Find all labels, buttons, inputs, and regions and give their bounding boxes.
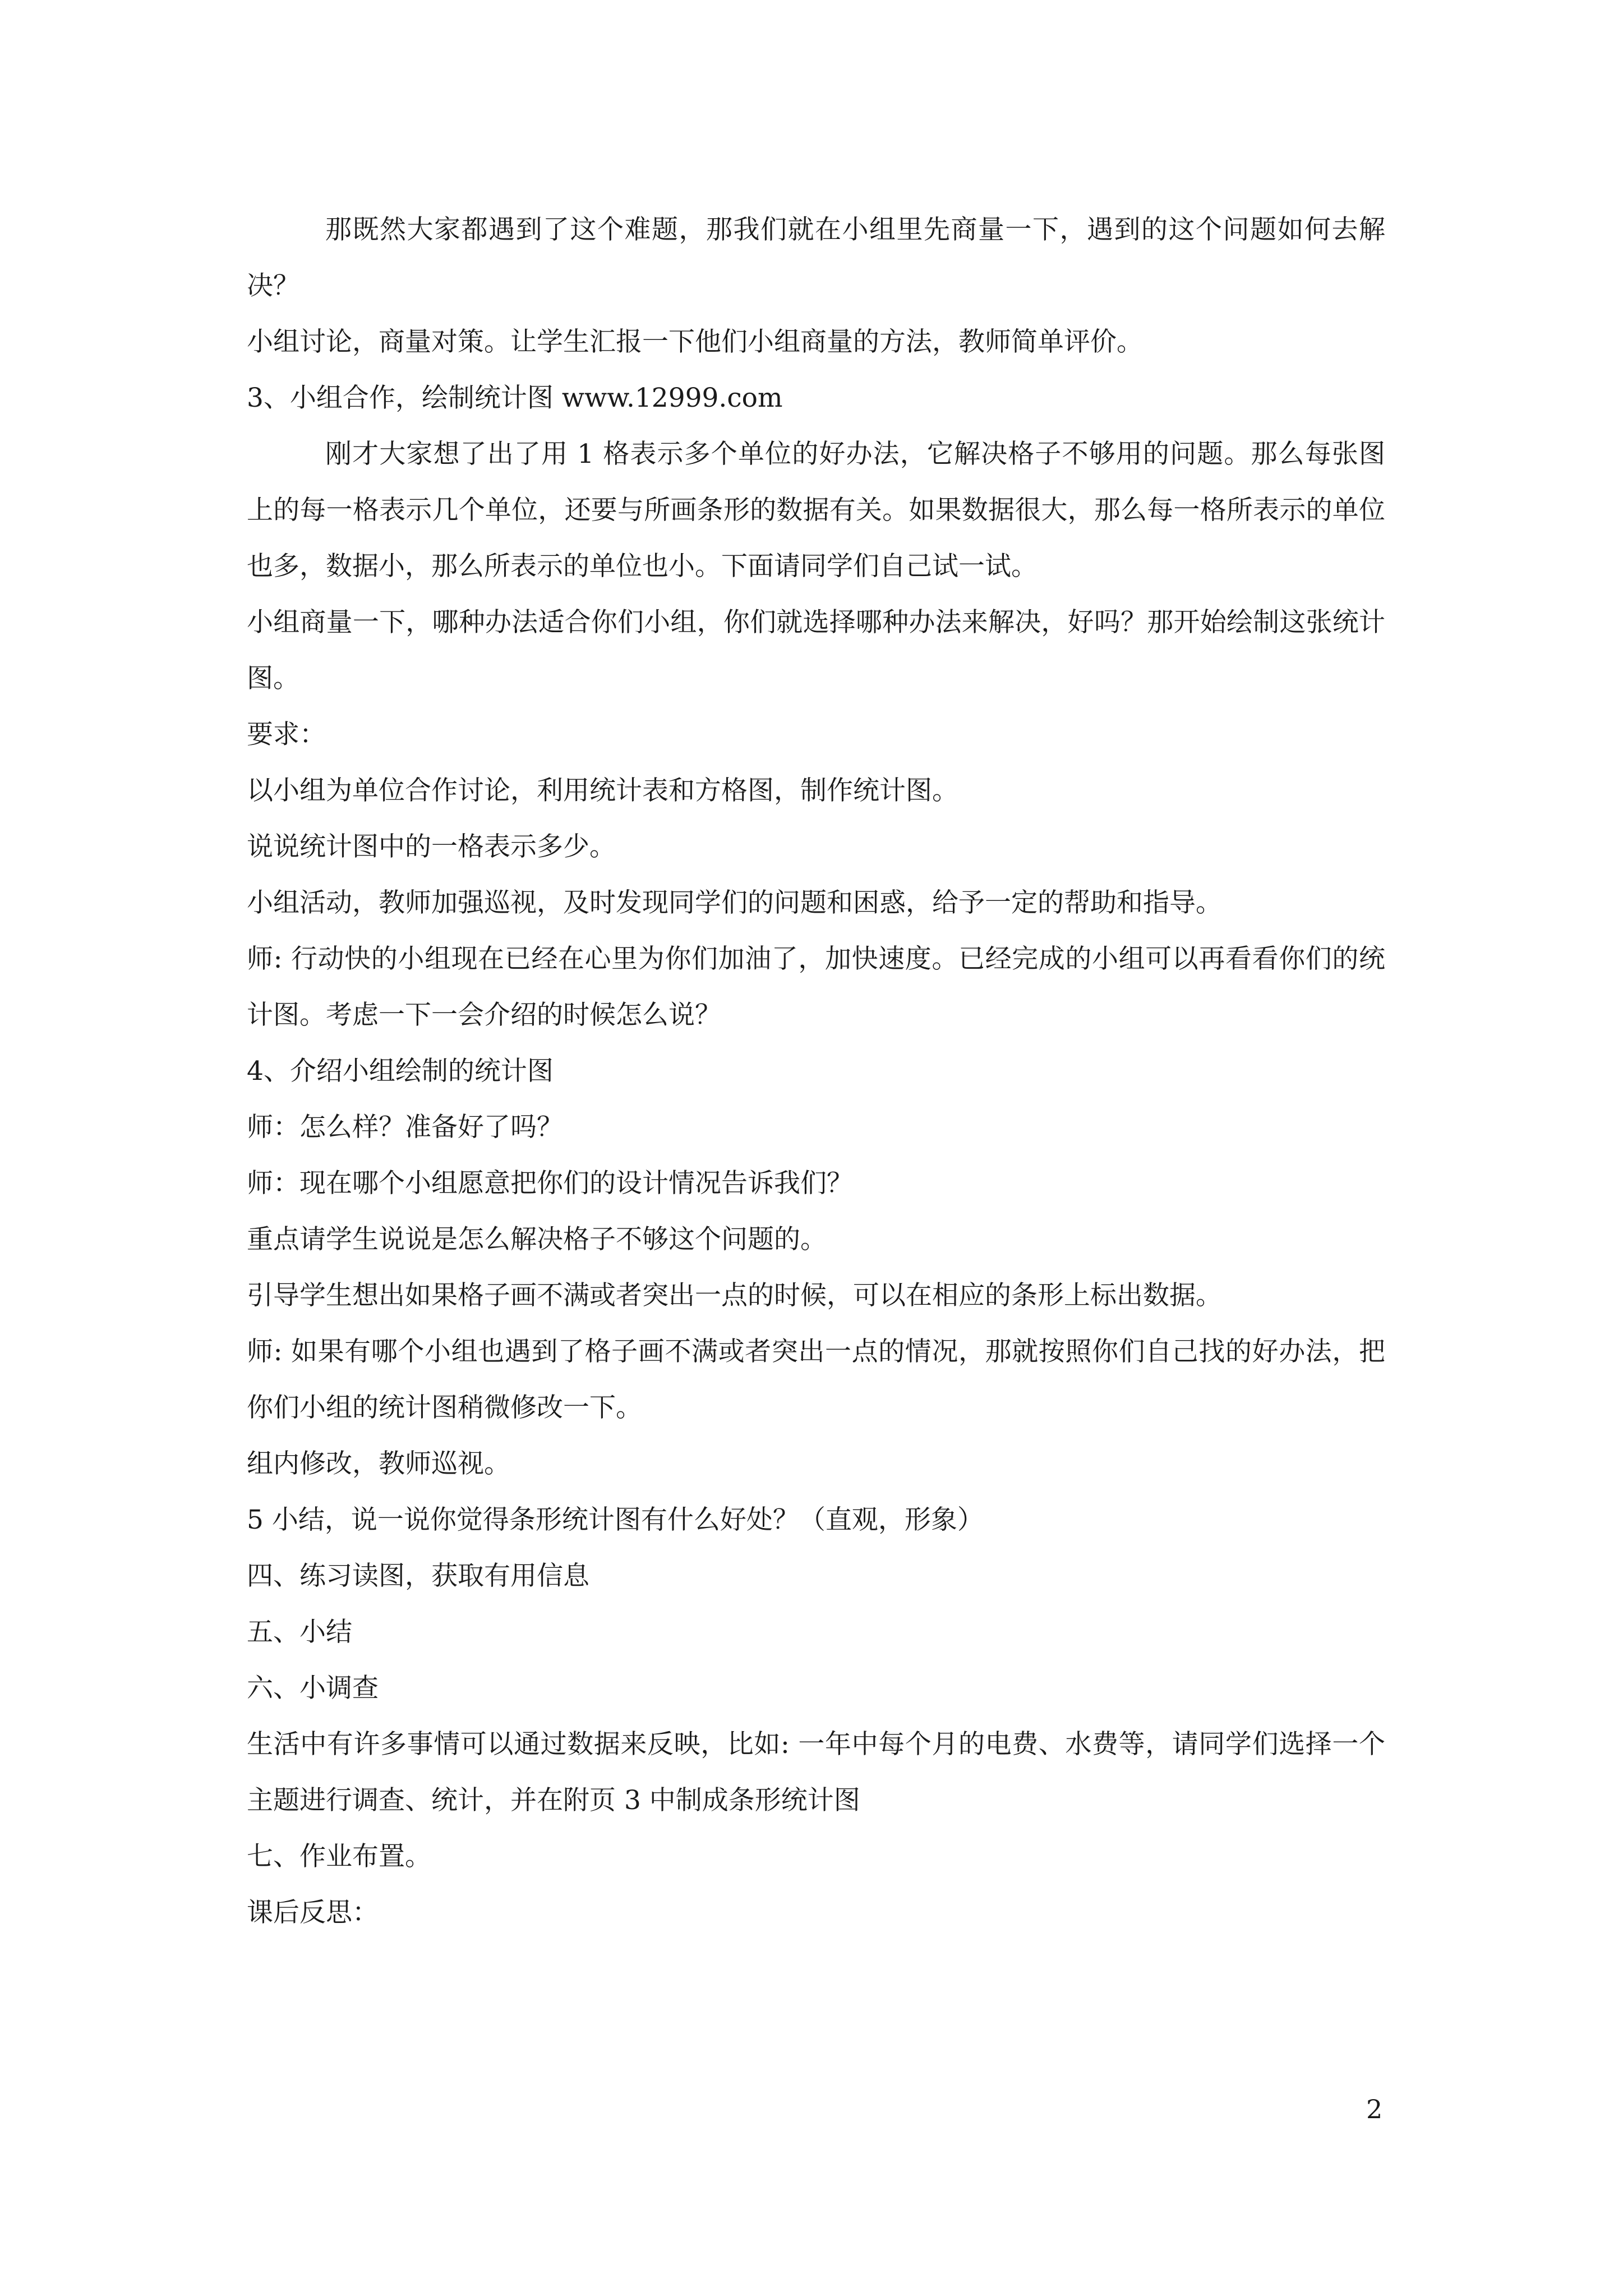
paragraph: 引导学生想出如果格子画不满或者突出一点的时候，可以在相应的条形上标出数据。 bbox=[247, 1280, 1222, 1311]
paragraph: 5 小结，说一说你觉得条形统计图有什么好处？（直观，形象） bbox=[247, 1504, 984, 1535]
paragraph: 小组活动，教师加强巡视，及时发现同学们的问题和困惑，给予一定的帮助和指导。 bbox=[247, 887, 1222, 918]
page-number: 2 bbox=[1366, 2094, 1383, 2124]
paragraph: 师：现在哪个小组愿意把你们的设计情况告诉我们？ bbox=[247, 1168, 853, 1199]
paragraph: 师：怎么样？准备好了吗？ bbox=[247, 1112, 563, 1143]
paragraph: 说说统计图中的一格表示多少。 bbox=[247, 831, 616, 862]
paragraph: 以小组为单位合作讨论，利用统计表和方格图，制作统计图。 bbox=[247, 775, 958, 806]
paragraph: 师: 行动快的小组现在已经在心里为你们加油了，加快速度。已经完成的小组可以再看看你们的统计图。考虑一下一会介绍的时候怎么说？ bbox=[247, 944, 1385, 1030]
paragraph: 课后反思： bbox=[247, 1897, 379, 1928]
paragraph: 师: 如果有哪个小组也遇到了格子画不满或者突出一点的情况，那就按照你们自己找的好办法，把你们小组的统计图稍微修改一下。 bbox=[247, 1336, 1385, 1423]
paragraph: 小组讨论，商量对策。让学生汇报一下他们小组商量的方法，教师简单评价。 bbox=[247, 326, 1143, 357]
document-body bbox=[247, 202, 1385, 1941]
paragraph: 六、小调查 bbox=[247, 1673, 379, 1704]
paragraph: 要求： bbox=[247, 719, 326, 750]
paragraph: 刚才大家想了出了用 1 格表示多个单位的好办法，它解决格子不够用的问题。那么每张图上的每一格表示几个单位，还要与所画条形的数据有关。如果数据很大，那么每一格所表示的单位也多，数据小，那么所表示的单位也小。下面请同学们自己试一试。 bbox=[247, 439, 1385, 582]
paragraph: 四、练习读图，获取有用信息 bbox=[247, 1561, 589, 1591]
paragraph: 4、介绍小组绘制的统计图 bbox=[247, 1056, 554, 1087]
paragraph: 那既然大家都遇到了这个难题，那我们就在小组里先商量一下，遇到的这个问题如何去解决？ bbox=[247, 214, 1385, 301]
paragraph: 小组商量一下，哪种办法适合你们小组，你们就选择哪种办法来解决，好吗？那开始绘制这张统计图。 bbox=[247, 607, 1385, 694]
paragraph: 七、作业布置。 bbox=[247, 1841, 431, 1872]
paragraph: 组内修改，教师巡视。 bbox=[247, 1448, 510, 1479]
paragraph: 重点请学生说说是怎么解决格子不够这个问题的。 bbox=[247, 1224, 827, 1255]
paragraph: 生活中有许多事情可以通过数据来反映，比如: 一年中每个月的电费、水费等，请同学们选择一个主题进行调查、统计，并在附页 3 中制成条形统计图 bbox=[247, 1729, 1385, 1816]
paragraph: 五、小结 bbox=[247, 1617, 352, 1648]
paragraph: 3、小组合作，绘制统计图 www.12999.com bbox=[247, 383, 783, 413]
